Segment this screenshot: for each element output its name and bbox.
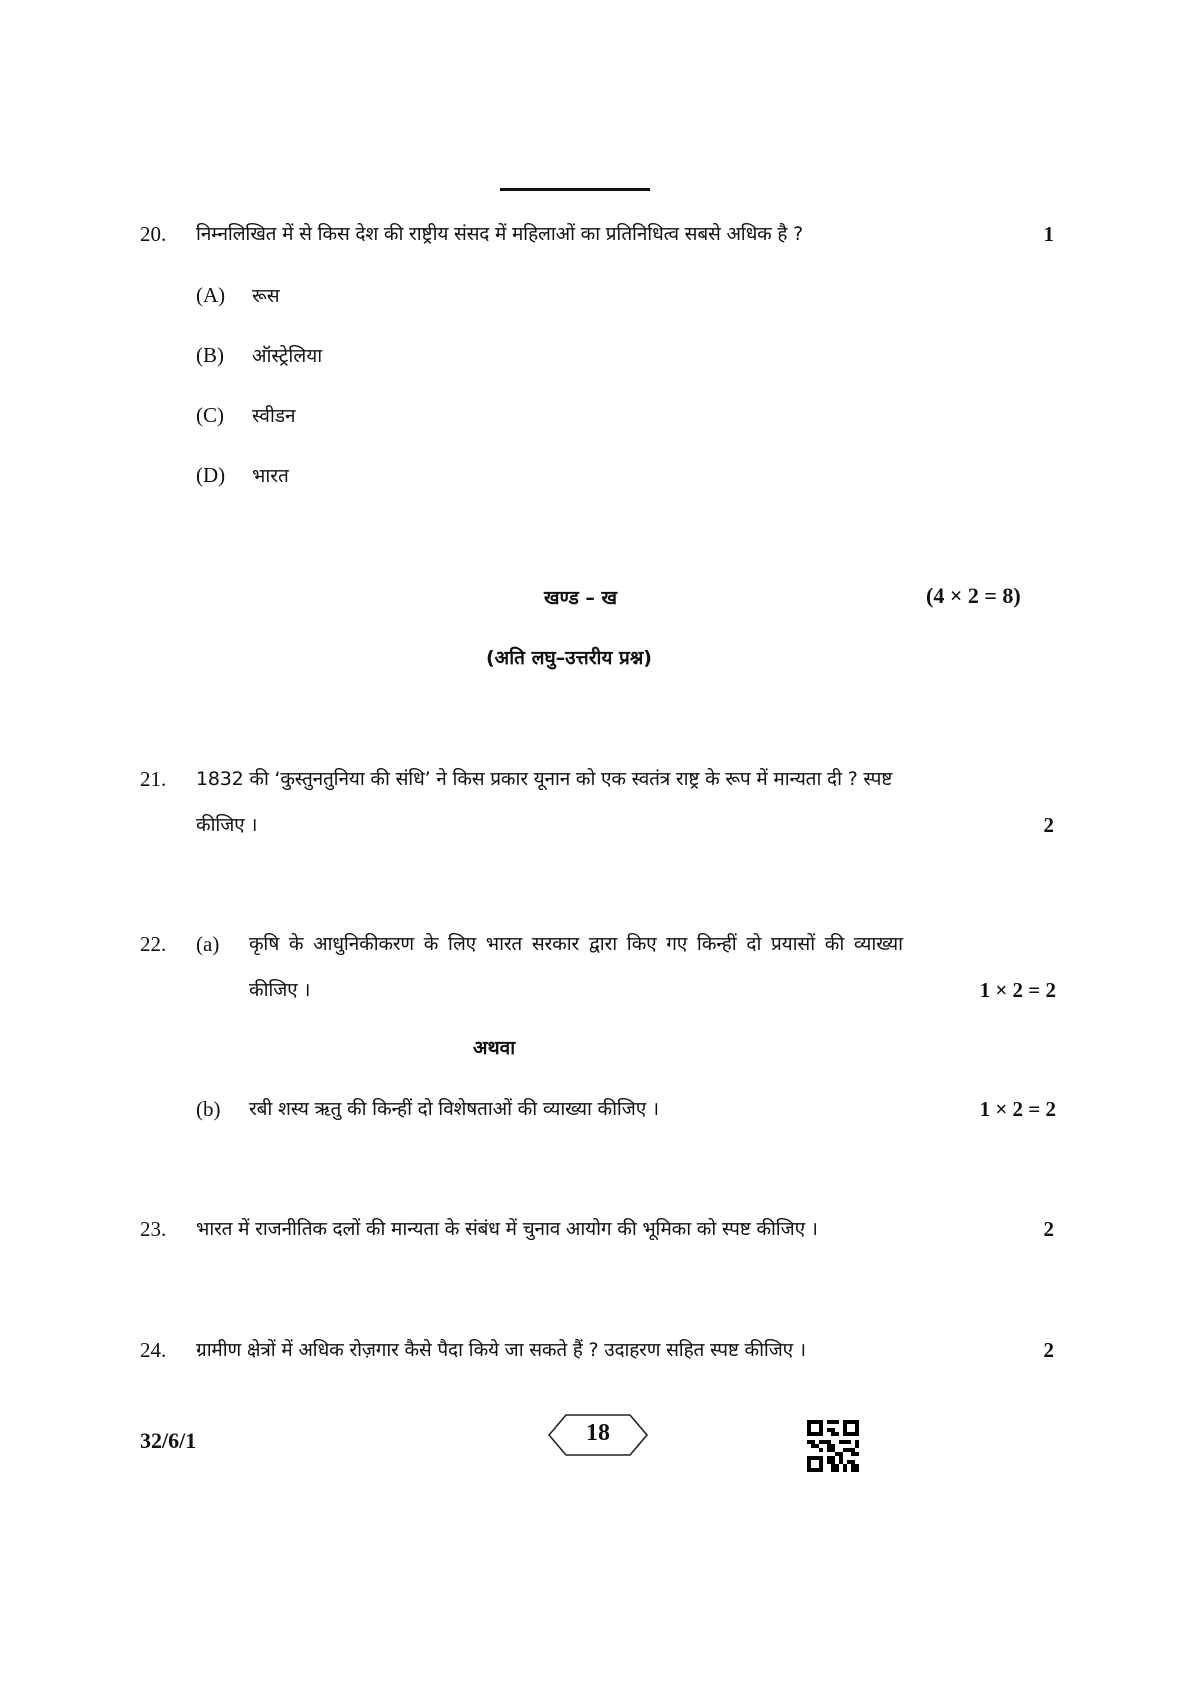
question-number: 22.	[140, 932, 167, 956]
option-text: रूस	[252, 285, 280, 307]
section-marks: (4 × 2 = 8)	[926, 583, 1021, 608]
paper-code: 32/6/1	[140, 1428, 197, 1453]
part-a-text-line1: कृषि के आधुनिकीकरण के लिए भारत सरकार द्वारा किए गए किन्हीं दो प्रयासों की व्याख्या	[249, 933, 903, 955]
question-number: 24.	[140, 1338, 167, 1362]
question-marks: 1	[1043, 222, 1054, 246]
option-text: स्वीडन	[252, 405, 296, 427]
section-title: खण्ड – ख	[544, 587, 618, 609]
question-number: 23.	[140, 1217, 167, 1241]
question-text: ग्रामीण क्षेत्रों में अधिक रोज़गार कैसे पैदा किये जा सकते हैं ? उदाहरण सहित स्पष्ट कीजिए ।	[196, 1339, 806, 1361]
option-label: (A)	[196, 283, 226, 307]
part-a-text-line2: कीजिए ।	[249, 979, 311, 1001]
part-b-label: (b)	[196, 1097, 221, 1121]
part-a-label: (a)	[196, 932, 220, 956]
part-b-marks: 1 × 2 = 2	[979, 1097, 1056, 1121]
question-number: 21.	[140, 767, 167, 791]
option-text: ऑस्ट्रेलिया	[252, 345, 323, 367]
or-divider: अथवा	[473, 1037, 516, 1059]
question-marks: 2	[1043, 1338, 1054, 1362]
part-b-text: रबी शस्य ऋतु की किन्हीं दो विशेषताओं की व्याख्या कीजिए ।	[249, 1098, 659, 1120]
top-divider	[500, 188, 650, 191]
option-label: (D)	[196, 463, 226, 487]
question-marks: 2	[1043, 813, 1054, 837]
option-text: भारत	[252, 465, 289, 487]
section-subtitle: (अति लघु–उत्तरीय प्रश्न)	[486, 647, 652, 669]
page-number-badge	[548, 1414, 648, 1456]
question-text: भारत में राजनीतिक दलों की मान्यता के संबंध में चुनाव आयोग की भूमिका को स्पष्ट कीजिए ।	[196, 1218, 818, 1240]
question-number: 20.	[140, 222, 167, 246]
option-label: (C)	[196, 403, 224, 427]
page-number: 18	[586, 1420, 610, 1446]
question-marks: 2	[1043, 1217, 1054, 1241]
part-a-marks: 1 × 2 = 2	[979, 978, 1056, 1002]
qr-code-icon	[807, 1420, 859, 1472]
option-label: (B)	[196, 343, 224, 367]
question-text-line1: 1832 की ‘कुस्तुनतुनिया की संधि’ ने किस प्रकार यूनान को एक स्वतंत्र राष्ट्र के रूप में मान्यता दी ? स्पष्ट	[196, 768, 893, 790]
question-text: निम्नलिखित में से किस देश की राष्ट्रीय संसद में महिलाओं का प्रतिनिधित्व सबसे अधिक है ?	[196, 223, 804, 245]
question-text-line2: कीजिए ।	[196, 814, 258, 836]
